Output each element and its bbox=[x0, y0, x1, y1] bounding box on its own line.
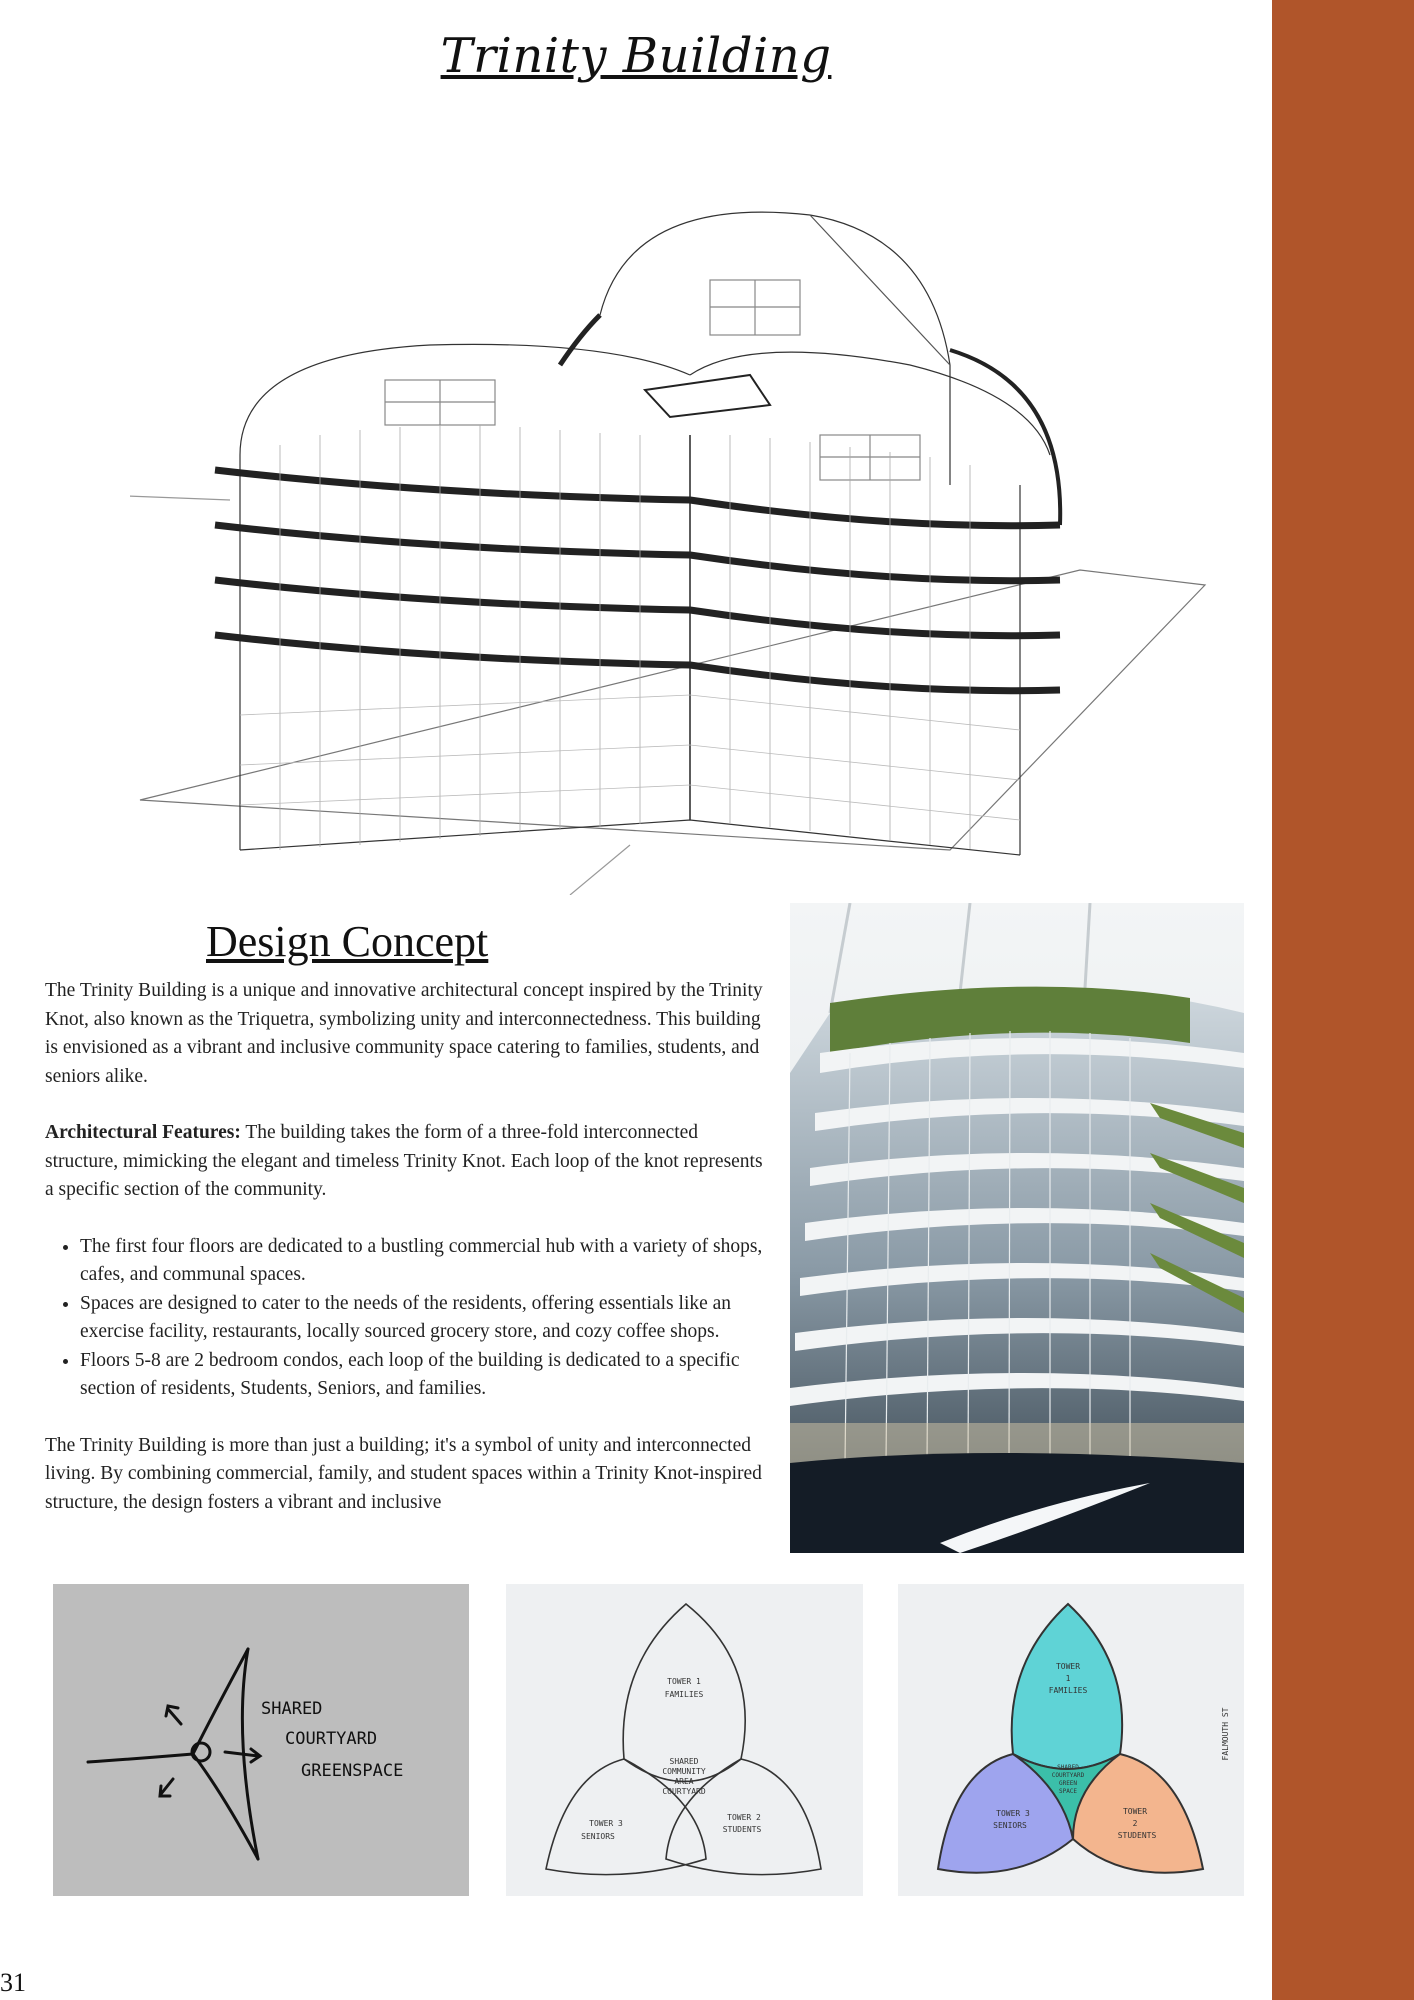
sketch3-center-label-4: SPACE bbox=[1058, 1788, 1078, 1795]
list-item: • The first four floors are dedicated to a bustling commercial hub with a variety of shops, cafes, and communal spaces. bbox=[80, 1233, 775, 1290]
design-concept-body bbox=[45, 977, 775, 1517]
sketch2-center-label-3: AREA bbox=[674, 1777, 694, 1786]
sketch2-tower1-label: TOWER 1 bbox=[667, 1677, 701, 1686]
list-item: • Floors 5-8 are 2 bedroom condos, each loop of the building is dedicated to a specific section of residents, Students, Seniors, and families. bbox=[80, 1347, 775, 1404]
sketch3-tower1-number: 1 bbox=[1065, 1674, 1071, 1683]
sketch2-tower2-label: TOWER 2 bbox=[727, 1813, 761, 1822]
page-number: 31 bbox=[0, 1968, 26, 1997]
intro-paragraph: The Trinity Building is a unique and innovative architectural concept inspired by the Trinity Knot, also known as the Triquetra, symbolizing unity and interconnectedness. This building is envisioned as a vibrant and inclusive community space catering to families, students, and seniors alike. bbox=[45, 980, 763, 1087]
sketch2-families-label: FAMILIES bbox=[664, 1690, 704, 1699]
sketch1-label-shared: SHARED bbox=[261, 1699, 323, 1719]
building-wireframe-render bbox=[130, 105, 1230, 895]
sketch3-center-label-3: GREEN bbox=[1058, 1780, 1078, 1787]
sketch3-students-label: STUDENTS bbox=[1117, 1831, 1157, 1840]
sketch3-tower2-label: TOWER bbox=[1122, 1807, 1148, 1816]
triquetra-sketch bbox=[506, 1584, 863, 1896]
sketch2-center-label-4: COURTYARD bbox=[662, 1787, 706, 1796]
sketch3-street-label: FALMOUTH ST bbox=[1221, 1707, 1230, 1761]
sketch3-tower1-label: TOWER bbox=[1055, 1662, 1081, 1671]
courtyard-sketch bbox=[53, 1584, 469, 1896]
sketch1-label-greenspace: GREENSPACE bbox=[301, 1761, 404, 1781]
sketch1-label-courtyard: COURTYARD bbox=[285, 1729, 378, 1749]
sketch2-students-label: STUDENTS bbox=[722, 1825, 762, 1834]
sketch3-tower2-number: 2 bbox=[1132, 1819, 1138, 1828]
sketch2-center-label-1: SHARED bbox=[669, 1757, 699, 1766]
sketch2-seniors-label: SENIORS bbox=[581, 1832, 615, 1841]
sketch3-center-label-1: SHARED bbox=[1057, 1764, 1079, 1771]
closing-paragraph: The Trinity Building is more than just a building; it's a symbol of unity and interconnected living. By combining commercial, family, and student spaces within a Trinity Knot-inspired structure, the design fosters a vibrant and inclusive bbox=[45, 1434, 762, 1513]
sidebar-accent-bar bbox=[1272, 0, 1414, 2000]
sketch3-tower3-label: TOWER 3 bbox=[996, 1809, 1030, 1818]
features-text: The building takes the form of a three-fold interconnected structure, mimicking the elegant and timeless Trinity Knot. Each loop of the knot represents a specific section of the community. bbox=[45, 1122, 763, 1200]
sketch3-center-label-2: COURTYARD bbox=[1051, 1772, 1085, 1779]
features-paragraph bbox=[45, 1119, 775, 1205]
sketch3-seniors-label: SENIORS bbox=[993, 1821, 1027, 1830]
colored-triquetra-sketch bbox=[898, 1584, 1244, 1896]
features-list bbox=[45, 1233, 775, 1404]
sketch2-center-label-2: COMMUNITY bbox=[662, 1767, 706, 1776]
section-heading-design-concept: Design Concept bbox=[206, 917, 489, 966]
sketch2-tower3-label: TOWER 3 bbox=[589, 1819, 623, 1828]
features-label: Architectural Features: bbox=[45, 1122, 241, 1143]
list-item: • Spaces are designed to cater to the needs of the residents, offering essentials like an exercise facility, restaurants, locally sourced grocery store, and cozy coffee shops. bbox=[80, 1290, 775, 1347]
sketch3-families-label: FAMILIES bbox=[1048, 1686, 1088, 1695]
page-title: Trinity Building bbox=[440, 28, 832, 84]
facade-render-photo bbox=[790, 903, 1244, 1553]
